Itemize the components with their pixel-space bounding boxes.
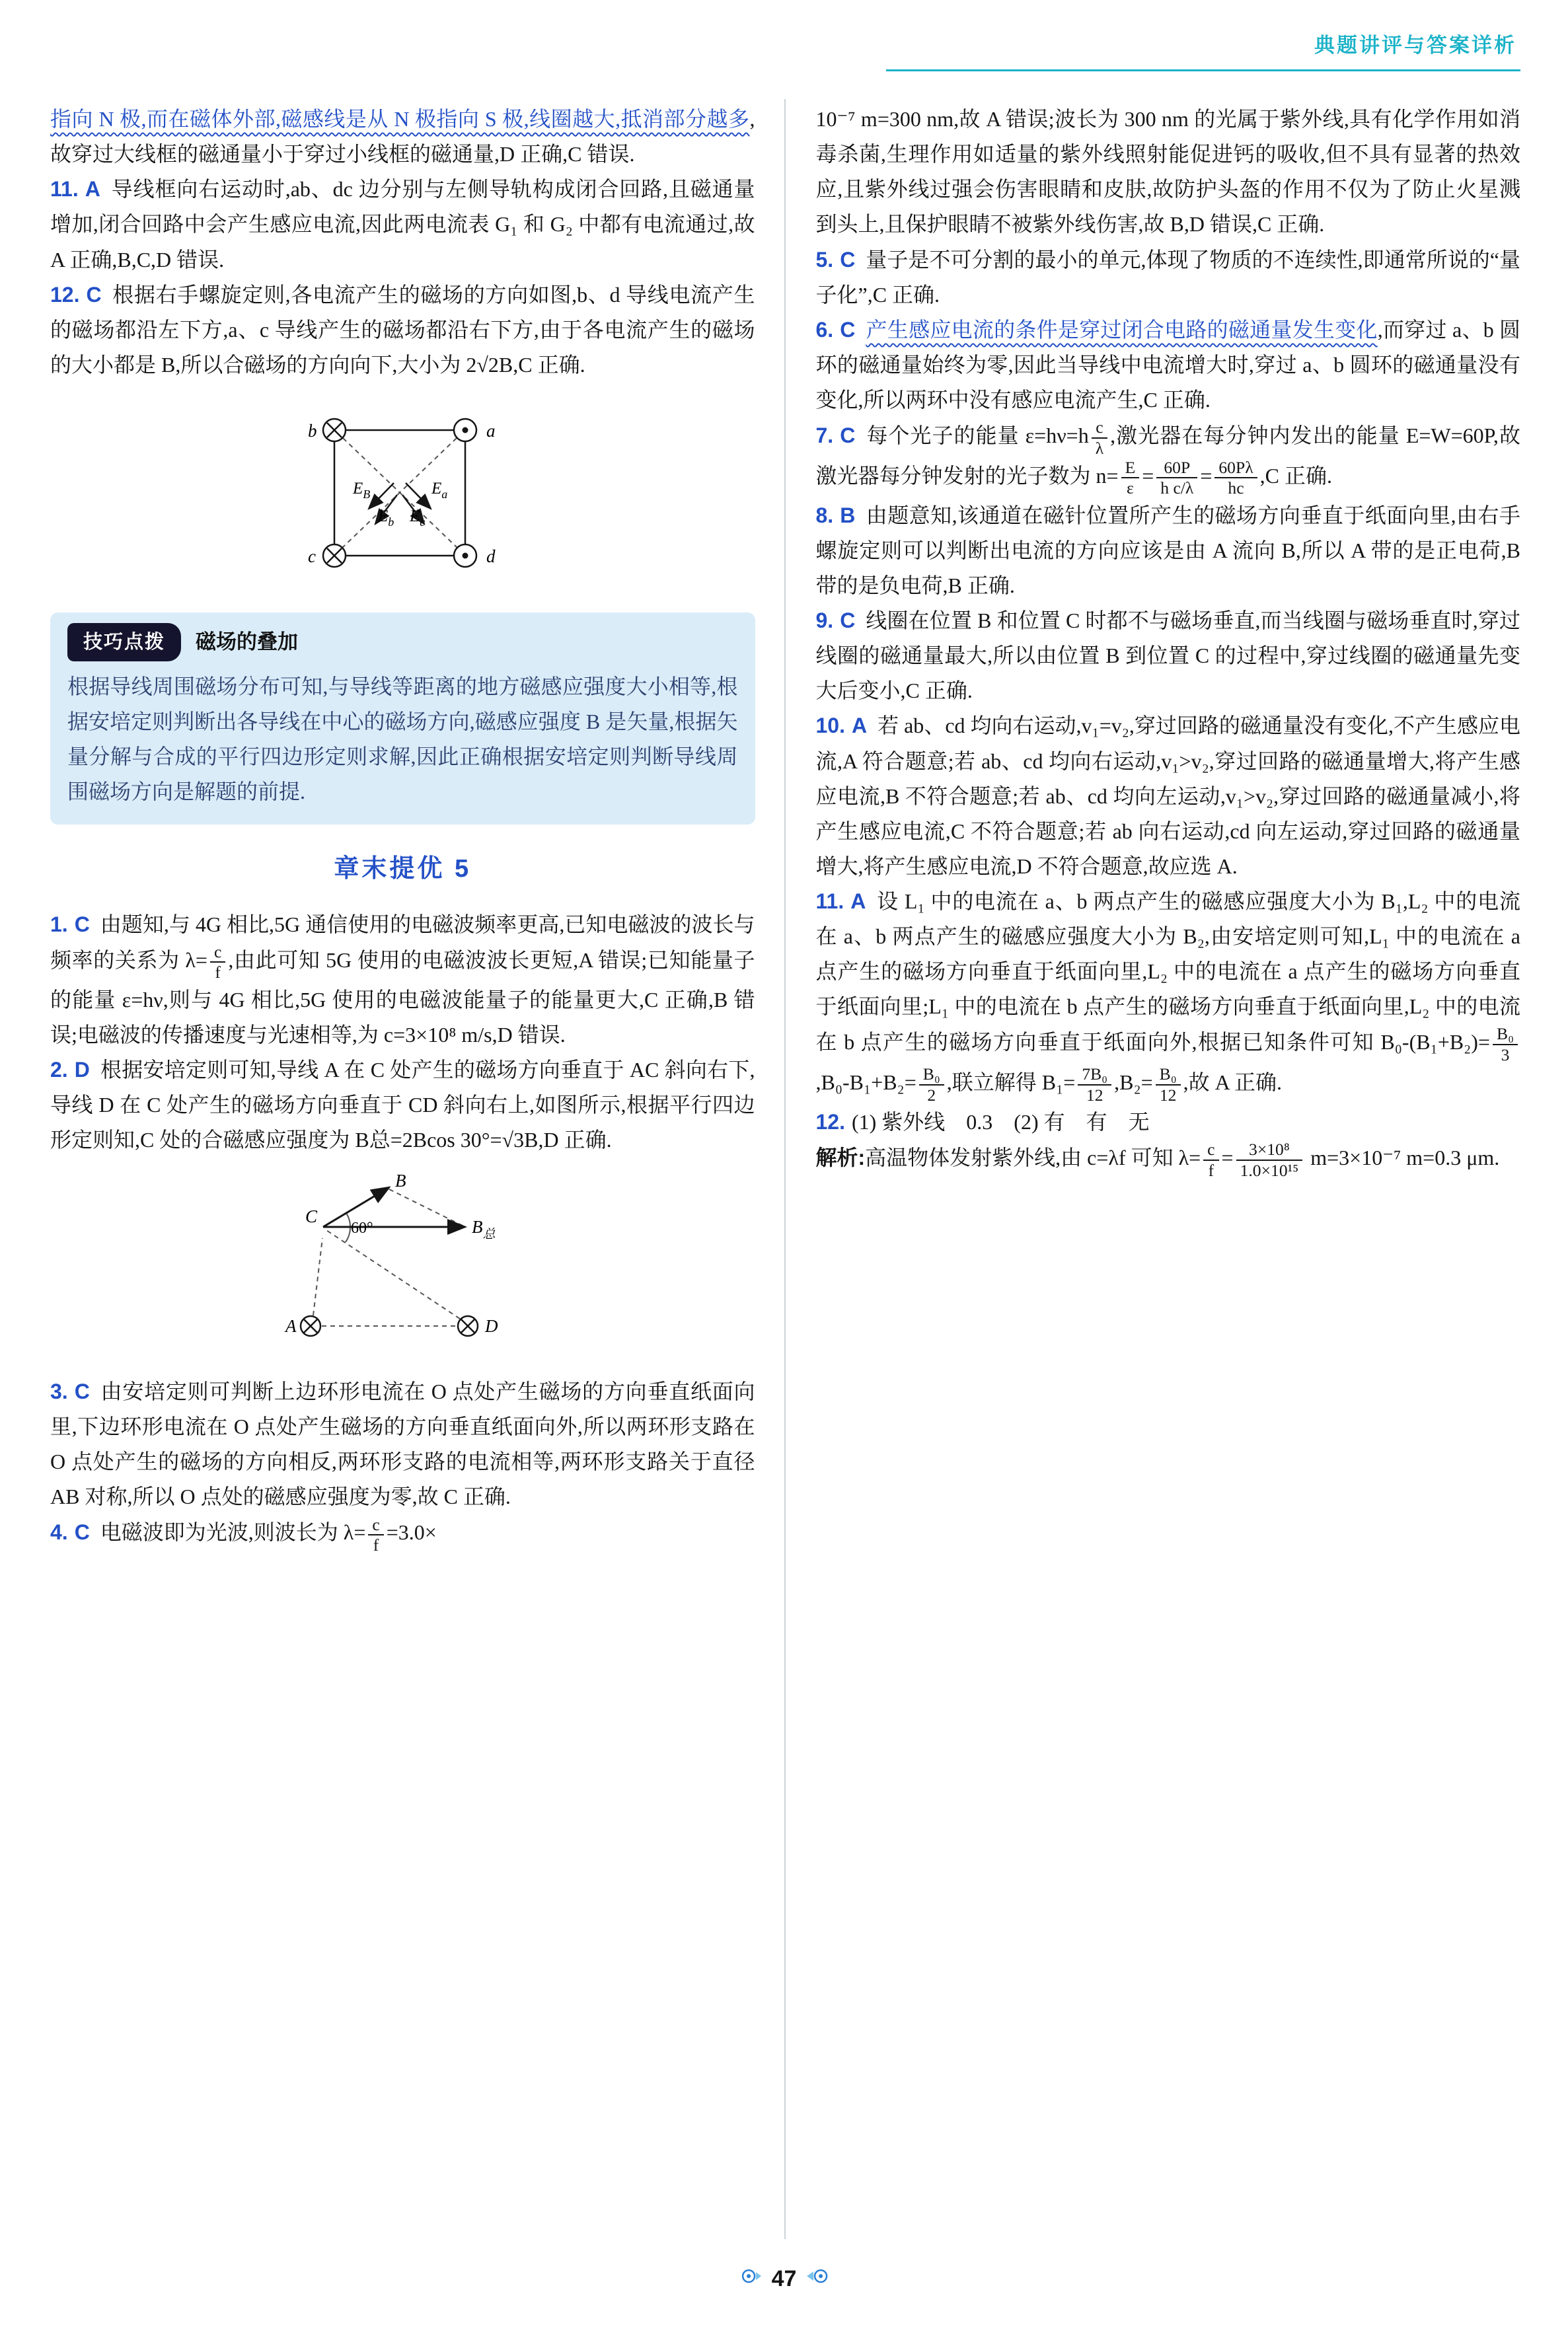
item-number: 11.	[50, 177, 79, 202]
item-number: 9.	[815, 609, 834, 633]
item-text: 导线框向右运动时,ab、dc 边分别与左侧导轨构成闭合回路,且磁通量增加,闭合回路中会产生感应电流,因此两电流表 G₁ 和 G₂ 中都有电流通过,故 A 正确,B,C,D 错误.	[50, 177, 755, 272]
tips-tab-label: 技巧点拨	[67, 623, 181, 661]
item-text: 每个光子的能量 ε=hν=h $\frac{c}{\lambda}$ ,激光器在每分钟内发出的能量 E=W=60P,故激光器每分钟发射的光子数为 n= $\frac{E}{\varepsilon}$ = $\frac{60P}{\text{h c/λ}}$ = $\frac{60P\lambda}{hc}$ ,C 正确.	[815, 418, 1520, 498]
analysis-paragraph	[816, 1140, 1521, 1180]
answer-item-2	[50, 1052, 755, 1158]
header-title: 典题讲评与答案详析	[1314, 34, 1516, 57]
answer-item-8	[816, 498, 1521, 603]
item-answer: A	[85, 177, 100, 202]
footer-ornament-left-icon	[740, 2261, 763, 2296]
label-b: b	[308, 420, 317, 441]
footer-ornament-right-icon	[805, 2261, 828, 2296]
answer-item-10	[816, 708, 1521, 884]
analysis-label: 解析:	[815, 1145, 866, 1169]
item-text: 根据安培定则可知,导线 A 在 C 处产生的磁场方向垂直于 AC 斜向右下,导线 D 在 C 处产生的磁场方向垂直于 CD 斜向右上,如图所示,根据平行四边形定则知,C 处的合磁感应强度为 B总=2Bcos 30°=√3B,D 正确.	[50, 1057, 755, 1152]
item-number: 11.	[815, 889, 844, 913]
answer-item-9	[816, 603, 1521, 708]
answer-item-12	[50, 277, 755, 383]
label-Ec: $E_c$	[410, 507, 426, 529]
label-C: C	[305, 1206, 318, 1227]
tips-body-text: 根据导线周围磁场分布可知,与导线等距离的地方磁感应强度大小相等,根据安培定则判断出各导线在中心的磁场方向,磁感应强度 B 是矢量,根据矢量分解与合成的平行四边形定则求解,因此正确根据安培定则判断导线周围磁场方向是解题的前提.	[67, 675, 738, 804]
answer-item-12	[816, 1105, 1521, 1140]
item-text: 根据右手螺旋定则,各电流产生的磁场的方向如图,b、d 导线电流产生的磁场都沿左下方,a、c 导线产生的磁场都沿右下方,由于各电流产生的磁场的大小都是 B,所以合磁场的方向向下,大小为 2√2B,C 正确.	[50, 282, 755, 377]
item-number: 1.	[50, 912, 68, 936]
paragraph-text: 10⁻⁷ m=300 nm,故 A 错误;波长为 300 nm 的光属于紫外线,具有化学作用如消毒杀菌,生理作用如适量的紫外线照射能促进钙的吸收,但不具有显著的热效应,且紫外线过强会伤害眼睛和皮肤,故防护头盔的作用不仅为了防止火星溅到头上,且保护眼睛不被紫外线伤害,故 B,D 错误,C 正确.	[815, 107, 1520, 237]
item-number: 12.	[815, 1110, 845, 1134]
label-B-total: $B_总$	[472, 1217, 496, 1242]
left-column	[50, 102, 755, 1555]
two-column-body	[50, 102, 1520, 1555]
figure-vector-parallelogram	[50, 1164, 755, 1362]
item-answer: D	[74, 1057, 90, 1082]
item-text: 设 L₁ 中的电流在 a、b 两点产生的磁感应强度大小为 B₁,L₂ 中的电流在 a、b 两点产生的磁感应强度大小为 B₂,由安培定则可知,L₁ 中的电流在 a 点产生的磁场方向垂直于纸面向里,L₂ 中的电流在 a 点产生的磁场方向垂直于纸面向里;L₁ 中的电流在 b 点产生的磁场方向垂直于纸面向里,L₂ 中的电流在 b 点产生的磁场方向垂直于纸面向外,根据已知条件可知 B₀-(B₁+B₂)= $\frac{\text{B₀}}{3}$ ,B₀-B₁+B₂= $\frac{\text{B₀}}{2}$ ,联立解得 B₁= $\frac{\text{7B₀}}{12}$ ,B₂= $\frac{\text{B₀}}{12}$ ,故 A 正确.	[815, 889, 1520, 1105]
continuation-paragraph	[50, 102, 755, 172]
label-D: D	[485, 1316, 498, 1337]
answer-item-11	[816, 884, 1521, 1105]
item-number: 10.	[815, 714, 845, 738]
answer-item-5	[816, 242, 1521, 313]
item-text: 由题意知,该通道在磁针位置所产生的磁场方向垂直于纸面向里,由右手螺旋定则可以判断出电流的方向应该是由 A 流向 B,所以 A 带的是正电荷,B 带的是负电荷,B 正确.	[815, 503, 1520, 597]
item-answer: C	[840, 609, 856, 633]
item-answer: B	[840, 503, 856, 527]
item-answer: C	[840, 423, 856, 447]
answer-item-4-continuation	[816, 102, 1521, 242]
label-Ea: $E_a$	[431, 479, 448, 501]
item-text: 电磁波即为光波,则波长为 λ= $\frac{c}{f}$ =3.0×	[100, 1514, 437, 1555]
header-rule	[886, 28, 1520, 71]
label-A: A	[285, 1316, 297, 1337]
answer-item-11	[50, 172, 755, 277]
item-answer: A	[850, 889, 866, 913]
label-EB: $E_B$	[353, 479, 371, 501]
vector-parallelogram-diagram	[247, 1164, 558, 1362]
item-number: 12.	[50, 282, 80, 307]
item-number: 7.	[815, 423, 834, 447]
item-text: 由题知,与 4G 相比,5G 通信使用的电磁波频率更高,已知电磁波的波长与频率的关系为 λ= $\frac{c}{f}$ ,由此可知 5G 使用的电磁波波长更短,A 错误;已知能量子的能量 ε=hν,则与 4G 相比,5G 使用的电磁波能量子的能量更大,C 正确,B 错误;电磁波的传播速度与光速相等,为 c=3×10⁸ m/s,D 错误.	[50, 912, 755, 1047]
label-B-vector: B	[395, 1171, 406, 1191]
item-number: 2.	[50, 1057, 68, 1082]
item-number: 8.	[815, 503, 834, 527]
item-answer: C	[74, 1380, 90, 1404]
answer-item-7	[816, 418, 1521, 498]
page-number: 47	[771, 2266, 797, 2291]
answer-item-1	[50, 907, 755, 1052]
item-text: 由安培定则可判断上边环形电流在 O 点处产生磁场的方向垂直纸面向里,下边环形电流在 O 点处产生磁场的方向垂直纸面向外,所以两环形支路在 O 点处产生的磁场的方向相反,两环形支路的电流相等,两环形支路关于直径 AB 对称,所以 O 点处的磁感应强度为零,故 C 正确.	[50, 1380, 755, 1509]
label-c: c	[308, 546, 317, 566]
answer-item-4	[50, 1515, 755, 1555]
item-text: 量子是不可分割的最小的单元,体现了物质的不连续性,即通常所说的“量子化”,C 正确.	[815, 247, 1520, 307]
tips-title: 磁场的叠加	[196, 630, 299, 654]
paragraph-text: 指向 N 极,而在磁体外部,磁感线是从 N 极指向 S 极,线圈越大,抵消部分越多,故穿过大线框的磁通量小于穿过小线框的磁通量,D 正确,C 错误.	[50, 107, 755, 166]
item-text: 产生感应电流的条件是穿过闭合电路的磁通量发生变化,而穿过 a、b 圆环的磁通量始终为零,因此当导线中电流增大时,穿过 a、b 圆环的磁通量没有变化,所以两环中没有感应电流产生,C 正确.	[815, 317, 1520, 412]
item-answer: C	[840, 317, 856, 342]
section-title: 章末提优 5	[334, 854, 472, 883]
analysis-text: 高温物体发射紫外线,由 c=λf 可知 λ= $\frac{c}{f}$ = $\frac{\text{3×10⁸}}{\text{1.0×10¹⁵}}$ m=3×10⁻⁷ m=0.3 μm.	[865, 1140, 1500, 1180]
item-text: 线圈在位置 B 和位置 C 时都不与磁场垂直,而当线圈与磁场垂直时,穿过线圈的磁通量最大,所以由位置 B 到位置 C 的过程中,穿过线圈的磁通量先变大后变小,C 正确.	[815, 609, 1520, 703]
item-answer: A	[851, 714, 868, 738]
tips-box	[50, 612, 755, 825]
page-header	[50, 28, 1520, 71]
page-footer	[740, 2260, 829, 2297]
item-answer: C	[86, 282, 102, 307]
item-answer: C	[74, 912, 90, 936]
column-divider	[784, 99, 786, 2239]
item-number: 4.	[50, 1520, 68, 1545]
item-number: 3.	[50, 1380, 68, 1404]
item-text: (1) 紫外线 0.3 (2) 有 有 无	[851, 1110, 1150, 1134]
label-angle-60: 60°	[351, 1220, 373, 1237]
answer-item-3	[50, 1374, 755, 1514]
label-d: d	[486, 546, 496, 566]
item-number: 6.	[815, 317, 834, 342]
right-column	[816, 102, 1521, 1555]
item-number: 5.	[815, 247, 834, 272]
answer-item-6	[816, 313, 1521, 418]
item-answer: C	[74, 1520, 90, 1545]
item-answer: C	[840, 247, 856, 272]
tips-header	[67, 623, 738, 661]
label-a: a	[486, 420, 496, 441]
item-text: 若 ab、cd 均向右运动,v₁=v₂,穿过回路的磁通量没有变化,不产生感应电流,A 符合题意;若 ab、cd 均向右运动,v₁>v₂,穿过回路的磁通量增大,将产生感应电流,B 不符合题意;若 ab、cd 均向左运动,v₁>v₂,穿过回路的磁通量减小,将产生感应电流,C 不符合题意;若 ab 向右运动,cd 向左运动,穿过回路的磁通量增大,将产生感应电流,D 不符合题意,故应选 A.	[815, 714, 1520, 878]
figure-field-superposition	[50, 389, 755, 595]
field-superposition-diagram	[280, 389, 525, 595]
label-Eb: $E_b$	[378, 507, 394, 529]
